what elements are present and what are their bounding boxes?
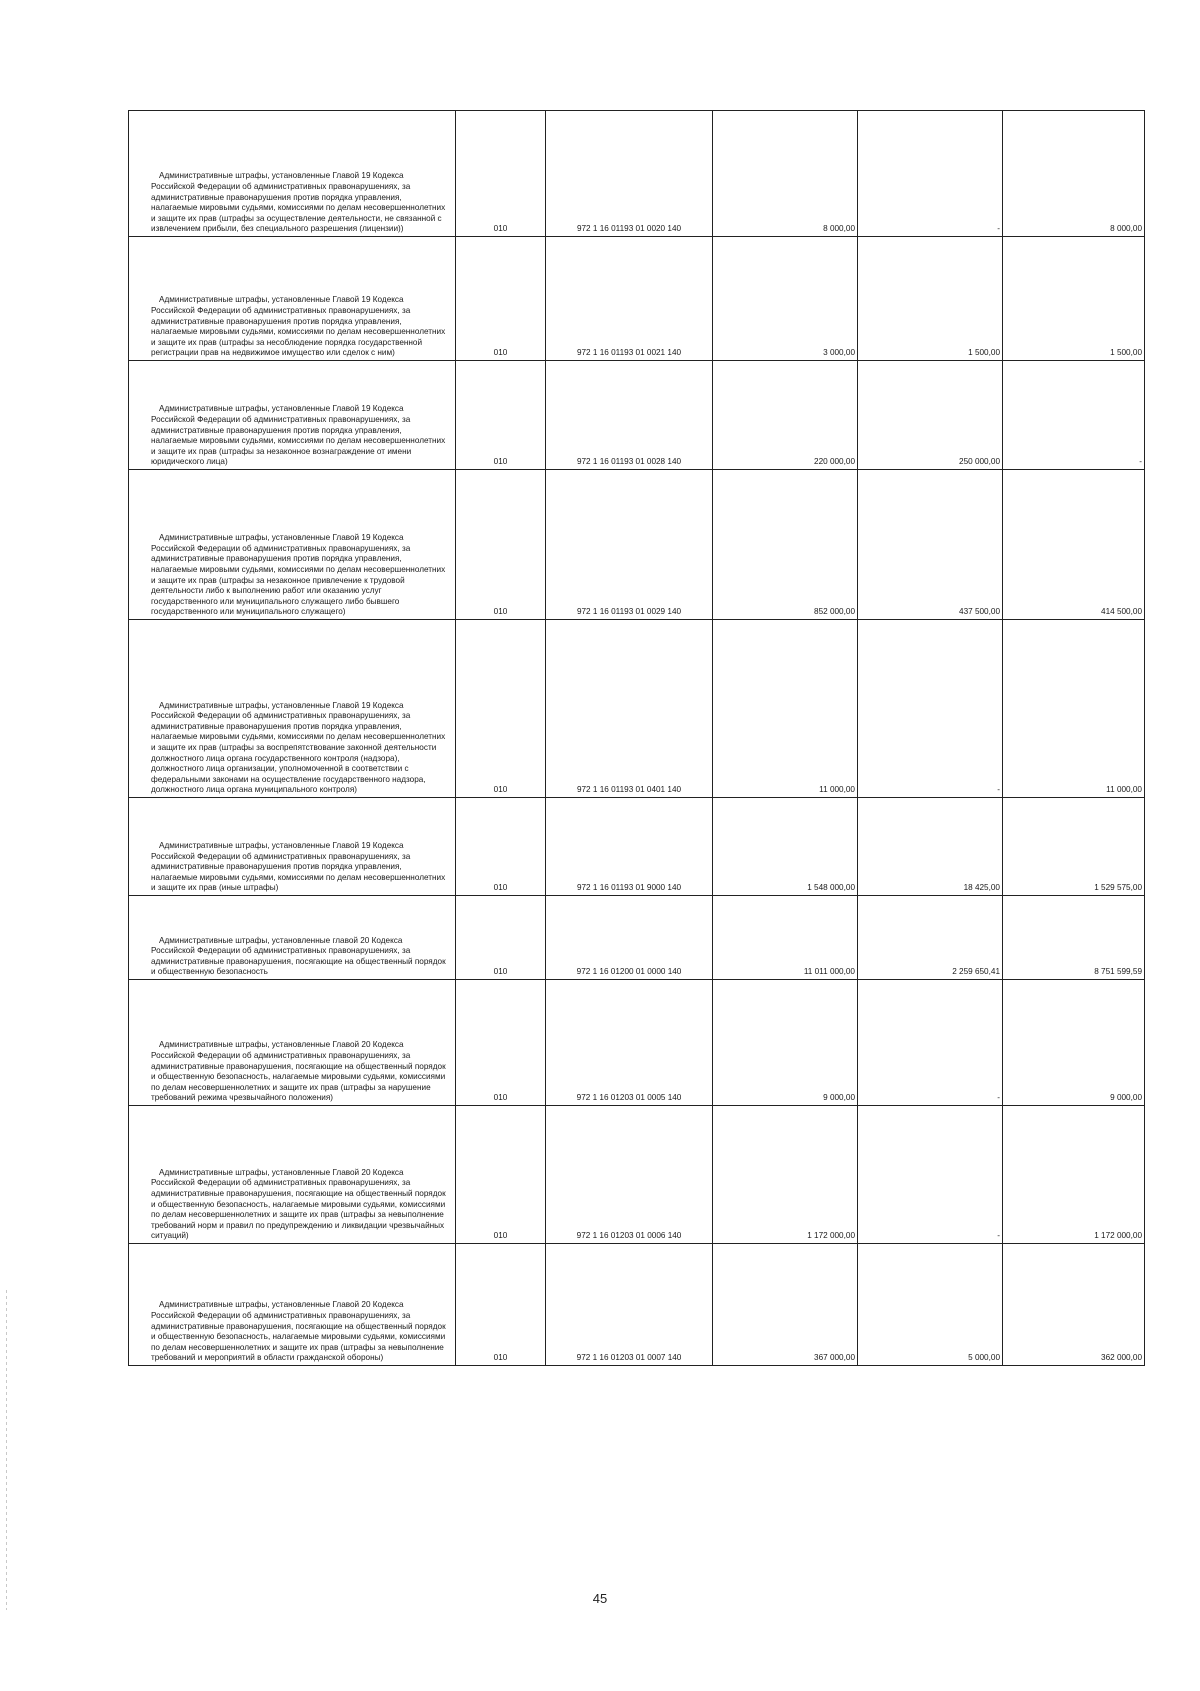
row-approved-cell: 220 000,00 <box>713 361 858 470</box>
row-executed-cell: 18 425,00 <box>858 798 1003 896</box>
row-unexecuted-cell: - <box>1003 361 1145 470</box>
row-budget-code-cell: 972 1 16 01193 01 0028 140 <box>546 361 713 470</box>
row-budget-code-cell: 972 1 16 01200 01 0000 140 <box>546 896 713 980</box>
table-row <box>129 896 1145 980</box>
row-name-cell: Административные штрафы, установленные Главой 20 Кодекса Российской Федерации об административных правонарушениях, за административные правонарушения, посягающие на общественный порядок и общественную безопасность, налагаемые мировыми судьями, комиссиями по делам несовершеннолетних и защите их прав (штрафы за невыполнение требований и мероприятий в области гражданской обороны) <box>129 1244 456 1366</box>
row-budget-code-cell: 972 1 16 01203 01 0006 140 <box>546 1106 713 1244</box>
row-executed-cell: - <box>858 1106 1003 1244</box>
row-unexecuted-cell: 1 172 000,00 <box>1003 1106 1145 1244</box>
row-name-cell: Административные штрафы, установленные Главой 20 Кодекса Российской Федерации об административных правонарушениях, за административные правонарушения, посягающие на общественный порядок и общественную безопасность, налагаемые мировыми судьями, комиссиями по делам несовершеннолетних и защите их прав (штрафы за невыполнение требований норм и правил по предупреждению и ликвидации чрезвычайных ситуаций) <box>129 1106 456 1244</box>
row-line-code-cell: 010 <box>456 798 546 896</box>
row-approved-cell: 11 011 000,00 <box>713 896 858 980</box>
row-executed-cell: 2 259 650,41 <box>858 896 1003 980</box>
row-line-code-cell: 010 <box>456 237 546 361</box>
row-line-code-cell: 010 <box>456 1106 546 1244</box>
row-line-code-cell: 010 <box>456 896 546 980</box>
row-approved-cell: 11 000,00 <box>713 620 858 798</box>
row-unexecuted-cell: 414 500,00 <box>1003 470 1145 620</box>
row-approved-cell: 8 000,00 <box>713 111 858 237</box>
row-name-cell: Административные штрафы, установленные Главой 19 Кодекса Российской Федерации об административных правонарушениях, за административные правонарушения против порядка управления, налагаемые мировыми судьями, комиссиями по делам несовершеннолетних и защите их прав (штрафы за несоблюдение порядка государственной регистрации прав на недвижимое имущество или сделок с ним) <box>129 237 456 361</box>
row-budget-code-cell: 972 1 16 01203 01 0007 140 <box>546 1244 713 1366</box>
row-executed-cell: - <box>858 111 1003 237</box>
row-budget-code-cell: 972 1 16 01193 01 9000 140 <box>546 798 713 896</box>
row-line-code-cell: 010 <box>456 111 546 237</box>
row-approved-cell: 1 548 000,00 <box>713 798 858 896</box>
row-executed-cell: 1 500,00 <box>858 237 1003 361</box>
table-row <box>129 620 1145 798</box>
scan-edge-artifact <box>6 1290 7 1610</box>
row-unexecuted-cell: 1 529 575,00 <box>1003 798 1145 896</box>
table-row <box>129 798 1145 896</box>
table-row <box>129 237 1145 361</box>
table-row <box>129 1244 1145 1366</box>
row-unexecuted-cell: 9 000,00 <box>1003 980 1145 1106</box>
row-unexecuted-cell: 8 000,00 <box>1003 111 1145 237</box>
row-name-cell: Административные штрафы, установленные Главой 19 Кодекса Российской Федерации об административных правонарушениях, за административные правонарушения против порядка управления, налагаемые мировыми судьями, комиссиями по делам несовершеннолетних и защите их прав (штрафы за незаконное привлечение к трудовой деятельности либо к выполнению работ или оказанию услуг государственного или муниципального служащего либо бывшего государственного или муниципального служащего) <box>129 470 456 620</box>
row-line-code-cell: 010 <box>456 620 546 798</box>
row-executed-cell: 5 000,00 <box>858 1244 1003 1366</box>
table-row <box>129 361 1145 470</box>
row-unexecuted-cell: 362 000,00 <box>1003 1244 1145 1366</box>
row-budget-code-cell: 972 1 16 01203 01 0005 140 <box>546 980 713 1106</box>
row-approved-cell: 9 000,00 <box>713 980 858 1106</box>
row-executed-cell: 250 000,00 <box>858 361 1003 470</box>
row-budget-code-cell: 972 1 16 01193 01 0020 140 <box>546 111 713 237</box>
row-line-code-cell: 010 <box>456 1244 546 1366</box>
row-approved-cell: 367 000,00 <box>713 1244 858 1366</box>
row-name-cell: Административные штрафы, установленные Главой 20 Кодекса Российской Федерации об административных правонарушениях, за административные правонарушения, посягающие на общественный порядок и общественную безопасность, налагаемые мировыми судьями, комиссиями по делам несовершеннолетних и защите их прав (штрафы за нарушение требований режима чрезвычайного положения) <box>129 980 456 1106</box>
row-name-cell: Административные штрафы, установленные Главой 19 Кодекса Российской Федерации об административных правонарушениях, за административные правонарушения против порядка управления, налагаемые мировыми судьями, комиссиями по делам несовершеннолетних и защите их прав (иные штрафы) <box>129 798 456 896</box>
row-executed-cell: 437 500,00 <box>858 470 1003 620</box>
row-line-code-cell: 010 <box>456 980 546 1106</box>
row-line-code-cell: 010 <box>456 470 546 620</box>
row-unexecuted-cell: 8 751 599,59 <box>1003 896 1145 980</box>
row-budget-code-cell: 972 1 16 01193 01 0401 140 <box>546 620 713 798</box>
row-executed-cell: - <box>858 620 1003 798</box>
row-name-cell: Административные штрафы, установленные главой 20 Кодекса Российской Федерации об административных правонарушениях, за административные правонарушения, посягающие на общественный порядок и общественную безопасность <box>129 896 456 980</box>
row-unexecuted-cell: 11 000,00 <box>1003 620 1145 798</box>
row-name-cell: Административные штрафы, установленные Главой 19 Кодекса Российской Федерации об административных правонарушениях, за административные правонарушения против порядка управления, налагаемые мировыми судьями, комиссиями по делам несовершеннолетних и защите их прав (штрафы за осуществление деятельности, не связанной с извлечением прибыли, без специального разрешения (лицензии)) <box>129 111 456 237</box>
row-unexecuted-cell: 1 500,00 <box>1003 237 1145 361</box>
table-row <box>129 470 1145 620</box>
row-name-cell: Административные штрафы, установленные Главой 19 Кодекса Российской Федерации об административных правонарушениях, за административные правонарушения против порядка управления, налагаемые мировыми судьями, комиссиями по делам несовершеннолетних и защите их прав (штрафы за незаконное вознаграждение от имени юридического лица) <box>129 361 456 470</box>
row-approved-cell: 3 000,00 <box>713 237 858 361</box>
table-row <box>129 980 1145 1106</box>
row-budget-code-cell: 972 1 16 01193 01 0029 140 <box>546 470 713 620</box>
table-row <box>129 111 1145 237</box>
table-row <box>129 1106 1145 1244</box>
row-budget-code-cell: 972 1 16 01193 01 0021 140 <box>546 237 713 361</box>
row-name-cell: Административные штрафы, установленные Главой 19 Кодекса Российской Федерации об административных правонарушениях, за административные правонарушения против порядка управления, налагаемые мировыми судьями, комиссиями по делам несовершеннолетних и защите их прав (штрафы за воспрепятствование законной деятельности должностного лица органа государственного контроля (надзора), должностного лица организации, уполномоченной в соответствии с федеральными законами на осуществление государственного надзора, должностного лица органа муниципального контроля) <box>129 620 456 798</box>
row-approved-cell: 1 172 000,00 <box>713 1106 858 1244</box>
page-number: 45 <box>592 1591 608 1606</box>
row-line-code-cell: 010 <box>456 361 546 470</box>
budget-execution-table <box>128 110 1145 1366</box>
row-approved-cell: 852 000,00 <box>713 470 858 620</box>
row-executed-cell: - <box>858 980 1003 1106</box>
